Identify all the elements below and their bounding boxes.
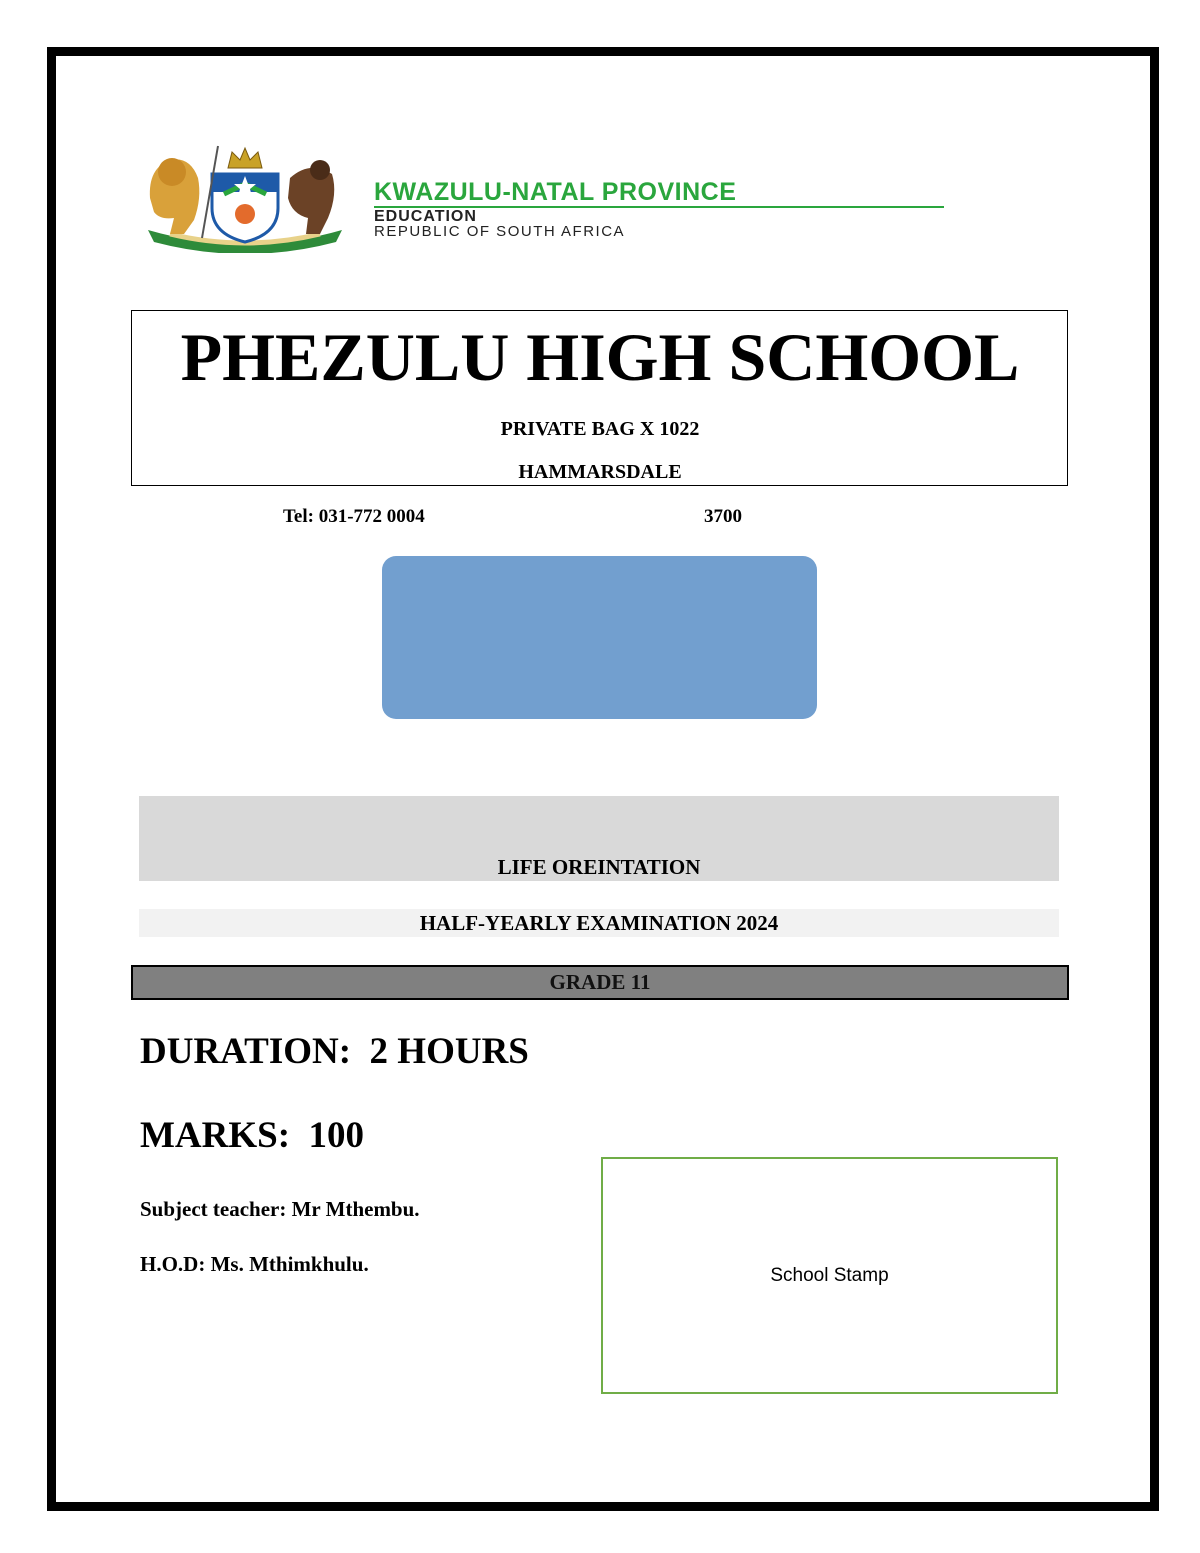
school-name: PHEZULU HIGH SCHOOL: [180, 319, 1020, 395]
address-line-1: PRIVATE BAG X 1022: [500, 418, 700, 440]
school-stamp-label: School Stamp: [770, 1265, 889, 1286]
exam-title: HALF-YEARLY EXAMINATION 2024: [419, 911, 779, 935]
department-subtitle: EDUCATION: [374, 208, 477, 225]
telephone: Tel: 031-772 0004: [283, 506, 425, 527]
coat-of-arms-icon: [140, 138, 350, 253]
duration: DURATION: 2 HOURS: [140, 1031, 529, 1072]
postal-code: 3700: [704, 506, 742, 527]
address-line-2: HAMMARSDALE: [518, 461, 682, 483]
department-country: REPUBLIC OF SOUTH AFRICA: [374, 223, 626, 240]
blue-placeholder-box: [382, 556, 817, 719]
marks: MARKS: 100: [140, 1115, 365, 1156]
subject-teacher: Subject teacher: Mr Mthembu.: [140, 1197, 420, 1221]
grade-label: GRADE 11: [549, 970, 651, 994]
subject-title: LIFE OREINTATION: [497, 855, 701, 879]
department-title: KWAZULU-NATAL PROVINCE: [374, 178, 737, 206]
head-of-department: H.O.D: Ms. Mthimkhulu.: [140, 1252, 369, 1276]
